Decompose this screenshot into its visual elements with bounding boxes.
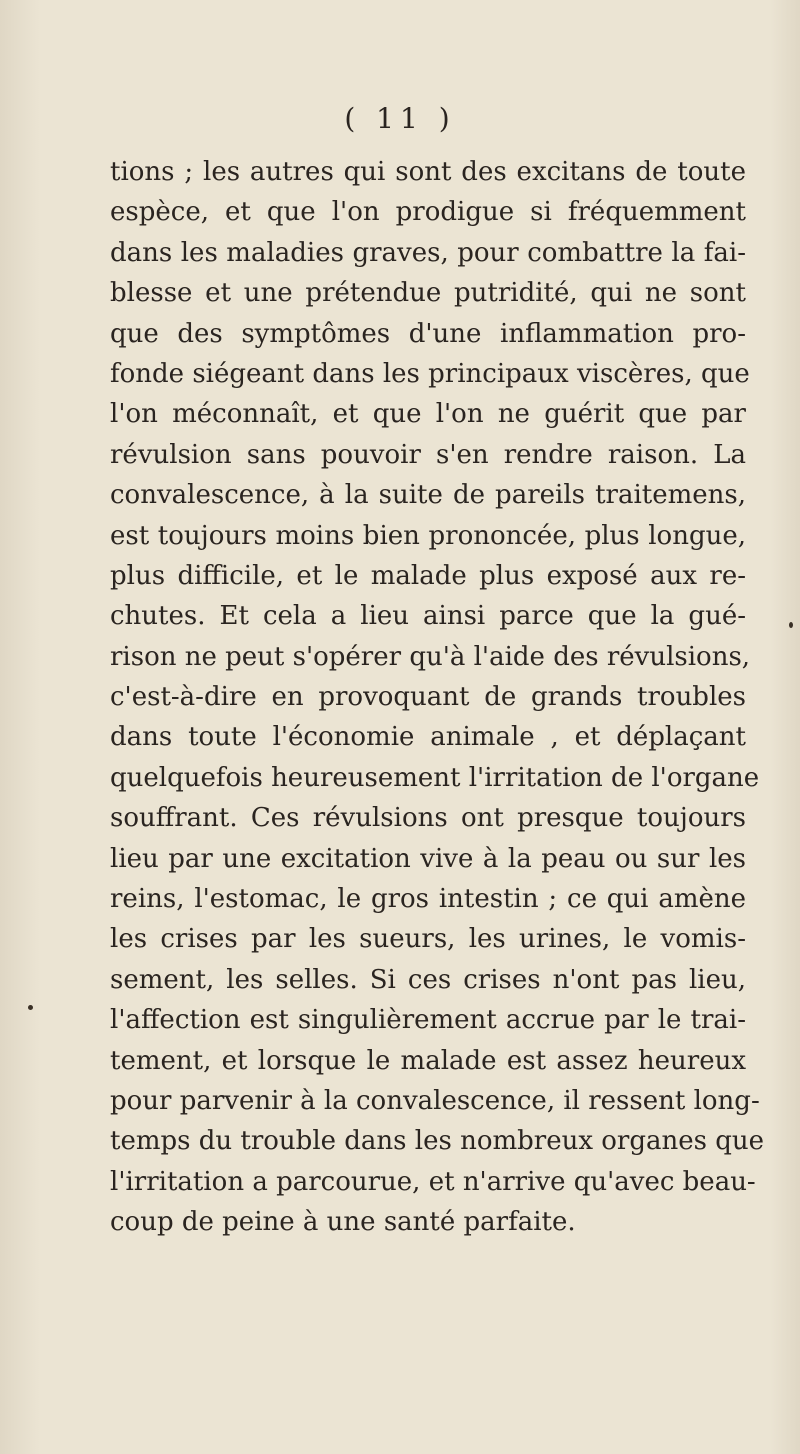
text-line: blesse et une prétendue putridité, qui ne sont: [110, 278, 746, 309]
text-line: dans les maladies graves, pour combattre la fai-: [110, 237, 746, 268]
text-line: l'affection est singulièrement accrue par le trai-: [110, 1005, 746, 1036]
text-line: révulsion sans pouvoir s'en rendre raison. La: [110, 439, 746, 470]
text-line: les crises par les sueurs, les urines, le vomis-: [110, 924, 746, 955]
text-line: sement, les selles. Si ces crises n'ont pas lieu,: [110, 964, 746, 995]
text-line: dans toute l'économie animale , et déplaçant: [110, 722, 746, 753]
text-line: pour parvenir à la convalescence, il ressent long-: [110, 1085, 760, 1116]
text-line: tions ; les autres qui sont des excitans de toute: [110, 157, 746, 187]
text-line: espèce, et que l'on prodigue si fréquemment: [110, 197, 746, 228]
text-line: fonde siégeant dans les principaux viscères, que: [110, 358, 750, 389]
ink-speck: [28, 1005, 33, 1010]
text-line: reins, l'estomac, le gros intestin ; ce qui amène: [110, 884, 746, 915]
ink-speck: [789, 622, 793, 628]
text-line: c'est-à-dire en provoquant de grands troubles: [110, 682, 746, 713]
text-line: convalescence, à la suite de pareils traitemens,: [110, 480, 746, 511]
text-line: rison ne peut s'opérer qu'à l'aide des révulsions,: [110, 641, 751, 672]
text-line: l'irritation a parcourue, et n'arrive qu'avec beau-: [110, 1166, 756, 1197]
text-line: l'on méconnaît, et que l'on ne guérit que par: [110, 399, 746, 430]
text-line: coup de peine à une santé parfaite.: [110, 1207, 576, 1238]
text-line: plus difficile, et le malade plus exposé aux re-: [110, 560, 746, 591]
body-text: [110, 152, 765, 1243]
text-line: est toujours moins bien prononcée, plus longue,: [110, 520, 746, 551]
text-line: tement, et lorsque le malade est assez heureux: [110, 1045, 746, 1076]
text-line: lieu par une excitation vive à la peau ou sur les: [110, 843, 746, 874]
text-line: chutes. Et cela a lieu ainsi parce que la gué-: [110, 601, 746, 632]
text-line: que des symptômes d'une inflammation pro-: [110, 318, 746, 349]
page-number: ( 11 ): [344, 102, 456, 135]
text-line: souffrant. Ces révulsions ont presque toujours: [110, 803, 746, 834]
text-line: temps du trouble dans les nombreux organes que: [110, 1126, 765, 1157]
text-line: quelquefois heureusement l'irritation de l'organe: [110, 762, 760, 793]
